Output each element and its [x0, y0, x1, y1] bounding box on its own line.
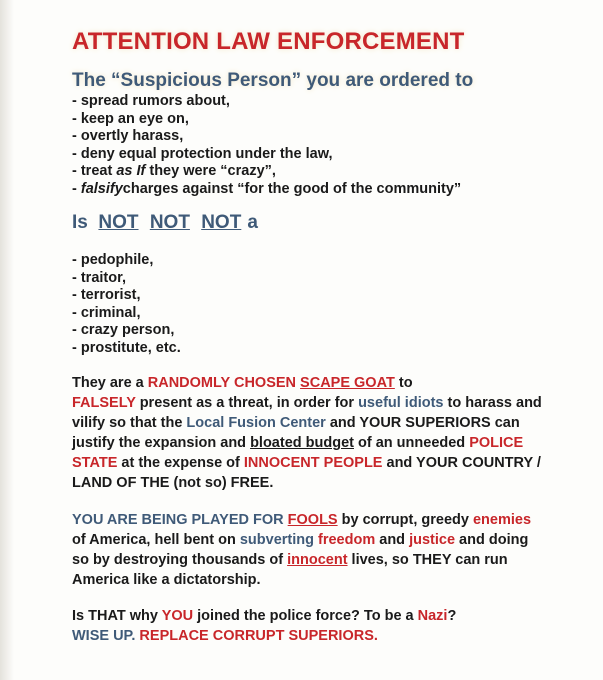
text-span: present as a threat, in order for	[135, 395, 359, 411]
ordered-item: - keep an eye on,	[72, 110, 189, 127]
red-span: enemies	[472, 512, 532, 528]
red-span: REPLACE CORRUPT SUPERIORS.	[139, 628, 378, 644]
ordered-list	[72, 93, 603, 198]
ordered-item: - deny equal protection under the law,	[72, 145, 333, 162]
ordered-item: - overtly harass,	[72, 128, 184, 144]
text-span: Is THAT why	[72, 608, 162, 624]
red-span: INNOCENT PEOPLE	[243, 455, 383, 471]
italic-span: as If	[116, 163, 146, 179]
blue-span: WISE UP.	[72, 628, 140, 644]
text-span: and	[375, 532, 410, 548]
text-span: and doing so by destroying thousands of	[72, 532, 529, 568]
flyer-title: ATTENTION LAW ENFORCEMENT	[72, 28, 465, 55]
not-word: NOT	[98, 212, 139, 233]
blue-span: useful idiots	[358, 395, 444, 411]
text-span: They are a	[72, 375, 148, 391]
paragraph-fools	[72, 510, 542, 590]
text-span: and YOUR COUNTRY / LAND OF THE (not so) FREE.	[72, 455, 541, 491]
red-span: POLICE STATE	[72, 435, 524, 471]
ordered-item-falsify	[72, 181, 603, 199]
text-span: joined the police force? To be a	[193, 608, 418, 624]
text-span: at the expense of	[117, 455, 244, 471]
red-span: justice	[409, 532, 456, 548]
not-item: - pedophile,	[72, 252, 154, 268]
text-span: of America, hell bent on	[72, 532, 240, 548]
ordered-item: - spread rumors about,	[72, 93, 230, 109]
paragraph-scapegoat	[72, 373, 542, 493]
text-span: and YOUR SUPERIORS can justify the expansion and	[72, 415, 520, 451]
is-word: Is	[72, 212, 88, 233]
red-span: FALSELY	[72, 395, 136, 411]
red-underlined-span: SCAPE GOAT	[300, 375, 395, 391]
blue-span: subverting	[239, 532, 314, 548]
red-span: RANDOMLY CHOSEN	[147, 375, 301, 391]
text-span: - treat	[72, 163, 117, 179]
not-word: NOT	[201, 212, 242, 233]
paragraph-wise-up	[72, 606, 542, 646]
text-span: they were “crazy”,	[145, 163, 276, 179]
text-span: ?	[447, 608, 457, 624]
is-not-heading	[72, 212, 603, 234]
text-span: -	[72, 180, 81, 197]
underlined-span: bloated budget	[250, 435, 354, 451]
red-underlined-span: FOOLS	[287, 512, 338, 528]
ordered-item-treat	[72, 163, 603, 181]
text-span: lives, so THEY can run America like a dictatorship.	[72, 552, 508, 588]
text-span: to	[394, 375, 413, 391]
not-item: - criminal,	[72, 304, 141, 321]
blue-span: Local Fusion Center	[186, 415, 326, 431]
not-list	[72, 252, 603, 357]
text-span: of an unneeded	[353, 435, 470, 451]
not-item: - traitor,	[72, 269, 126, 286]
red-span: Nazi	[417, 608, 448, 624]
not-item: - terrorist,	[72, 287, 141, 303]
red-span: YOU	[161, 608, 194, 624]
not-item: - prostitute, etc.	[72, 339, 181, 356]
not-item: - crazy person,	[72, 322, 175, 338]
text-span: by corrupt, greedy	[337, 512, 473, 528]
red-underlined-span: innocent	[287, 552, 348, 568]
intro-heading: The “Suspicious Person” you are ordered to	[72, 70, 474, 91]
blue-span: YOU ARE BEING PLAYED FOR	[72, 512, 288, 528]
text-span: charges against “for the good of the community”	[122, 180, 462, 197]
not-word: NOT	[149, 212, 190, 233]
red-span: freedom	[318, 532, 376, 548]
a-word: a	[247, 212, 258, 233]
italic-span: falsify	[80, 180, 123, 197]
text-span: to harass and vilify so that the	[72, 395, 542, 431]
